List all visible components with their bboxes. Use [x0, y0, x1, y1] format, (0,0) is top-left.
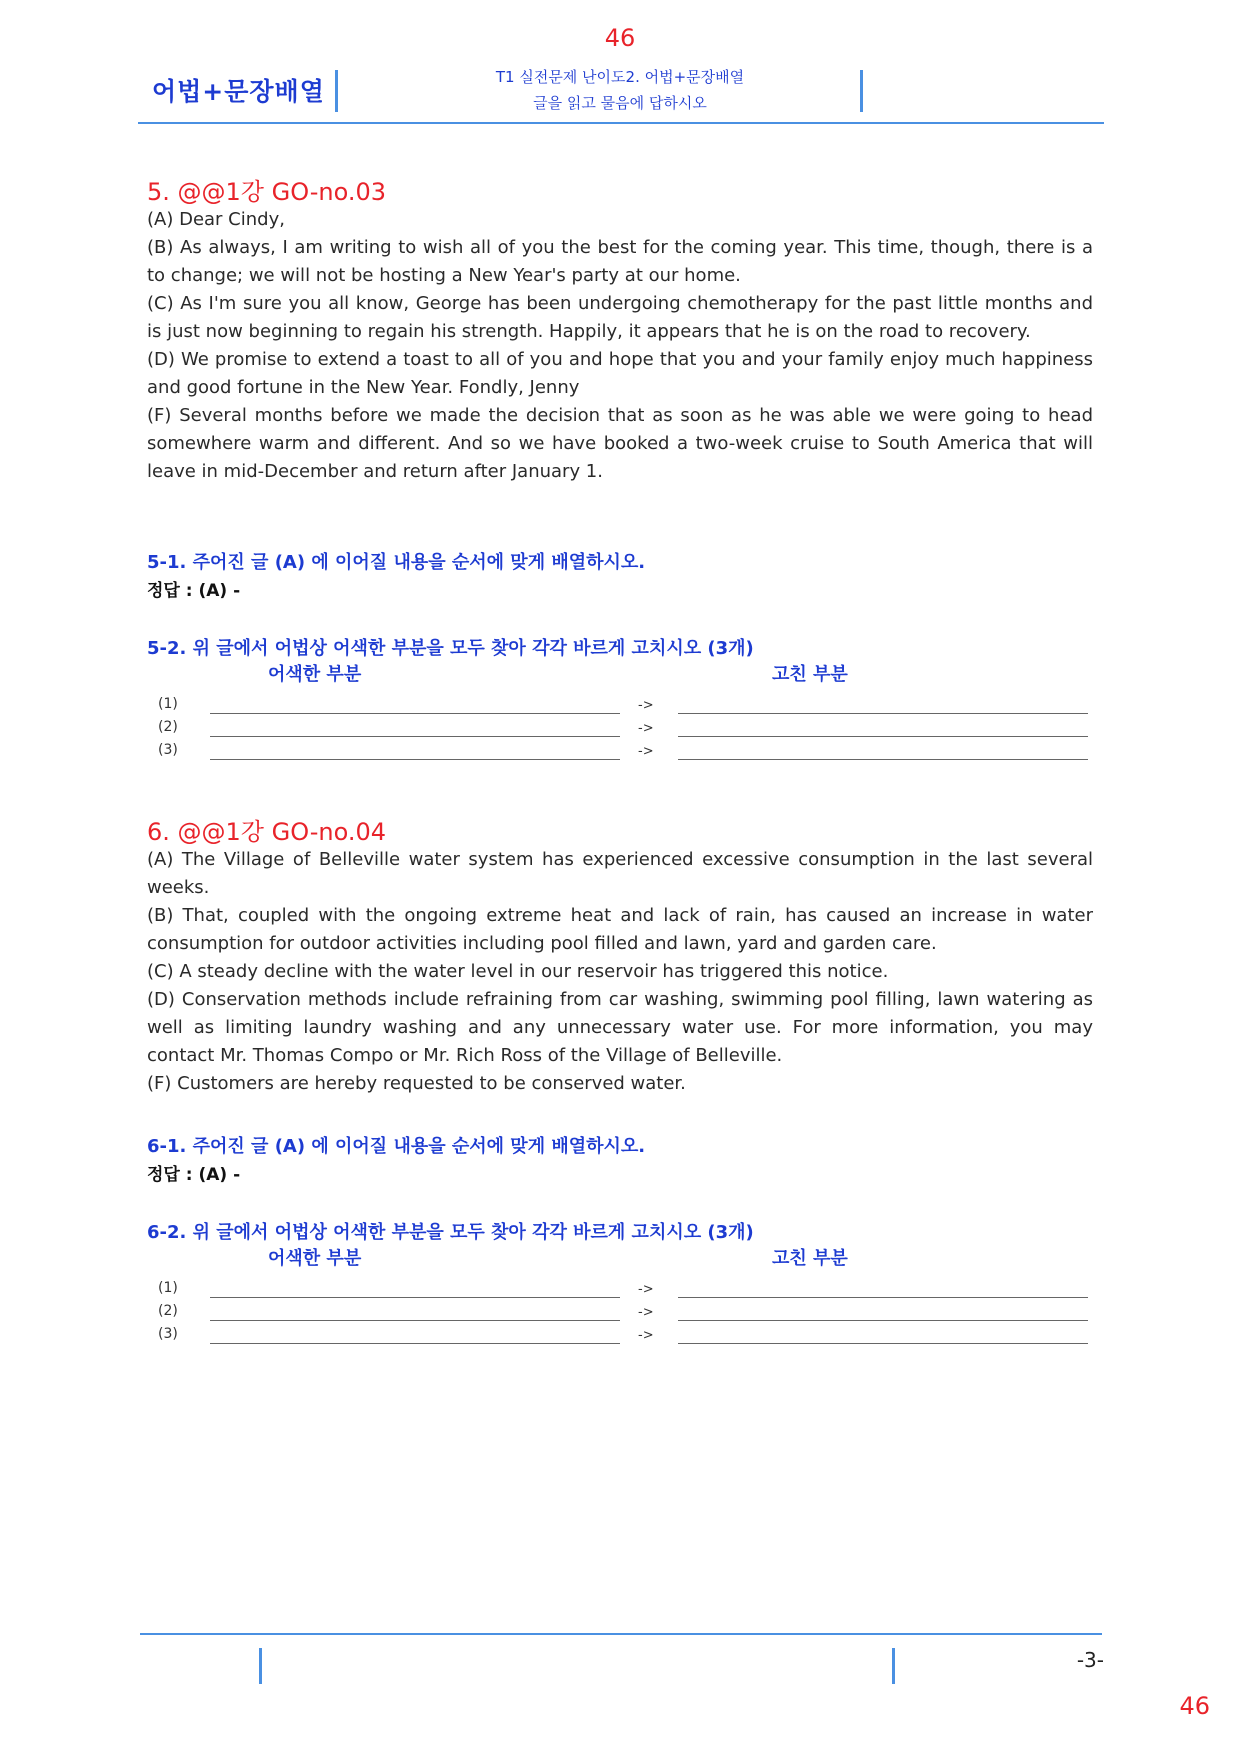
- q6-row-2-fixed-blank[interactable]: [678, 1320, 1088, 1321]
- q6-row-1-wrong-blank[interactable]: [210, 1297, 620, 1298]
- q5-row-3-fixed-blank[interactable]: [678, 759, 1088, 760]
- q6-title: 6. @@1강 GO-no.04: [147, 818, 387, 846]
- top-page-number: 46: [604, 24, 636, 52]
- q5-row-1-fixed-blank[interactable]: [678, 713, 1088, 714]
- q6-row-2-label: (2): [158, 1303, 178, 1319]
- q5-col-wrong: 어색한 부분: [268, 664, 362, 685]
- q6-row-3-label: (3): [158, 1326, 178, 1342]
- q6-row-1-label: (1): [158, 1280, 178, 1296]
- q5-paragraph-a: (A) Dear Cindy,: [147, 209, 285, 230]
- q6-paragraph-f: (F) Customers are hereby requested to be conserved water.: [147, 1073, 686, 1094]
- q5-1-answer: 정답 : (A) -: [147, 581, 241, 601]
- header-title: 어법+문장배열: [152, 77, 325, 106]
- footer-rule: [140, 1633, 1102, 1635]
- q6-row-3-wrong-blank[interactable]: [210, 1343, 620, 1344]
- q5-row-1-arrow: ->: [638, 698, 654, 713]
- header-subtitle-1: T1 실전문제 난이도2. 어법+문장배열: [495, 68, 745, 86]
- q6-1-answer: 정답 : (A) -: [147, 1165, 241, 1185]
- q5-row-3-arrow: ->: [638, 744, 654, 759]
- q6-paragraph-a: (A) The Village of Belleville water system has experienced excessive consumption in the last several weeks.: [147, 849, 1093, 898]
- q6-col-wrong: 어색한 부분: [268, 1248, 362, 1269]
- q5-row-2-arrow: ->: [638, 721, 654, 736]
- q6-row-2-wrong-blank[interactable]: [210, 1320, 620, 1321]
- q6-paragraph-c: (C) A steady decline with the water level in our reservoir has triggered this notice.: [147, 961, 889, 982]
- q5-row-1-label: (1): [158, 696, 178, 712]
- q6-row-3-arrow: ->: [638, 1328, 654, 1343]
- q6-passage: [147, 846, 1093, 1098]
- q5-row-1-wrong-blank[interactable]: [210, 713, 620, 714]
- q5-row-3-label: (3): [158, 742, 178, 758]
- q5-col-fixed: 고친 부분: [772, 664, 848, 685]
- q5-row-2-label: (2): [158, 719, 178, 735]
- q6-1-question: 6-1. 주어진 글 (A) 에 이어질 내용을 순서에 맞게 배열하시오.: [147, 1136, 646, 1157]
- q6-row-3-fixed-blank[interactable]: [678, 1343, 1088, 1344]
- header-rule: [138, 122, 1104, 124]
- q6-row-2-arrow: ->: [638, 1305, 654, 1320]
- q5-title: 5. @@1강 GO-no.03: [147, 178, 387, 206]
- q6-col-fixed: 고친 부분: [772, 1248, 848, 1269]
- q6-row-1-fixed-blank[interactable]: [678, 1297, 1088, 1298]
- q6-paragraph-d: (D) Conservation methods include refraining from car washing, swimming pool filling, lawn watering as well as limiting laundry washing and any unnecessary water use. For more information, you may contact Mr. Thomas Compo or Mr. Rich Ross of the Village of Belleville.: [147, 989, 1093, 1066]
- header-divider-right: [860, 70, 863, 112]
- q5-row-2-fixed-blank[interactable]: [678, 736, 1088, 737]
- q5-paragraph-b: (B) As always, I am writing to wish all of you the best for the coming year. This time, though, there is a to change; we will not be hosting a New Year's party at our home.: [147, 237, 1093, 286]
- q5-2-question: 5-2. 위 글에서 어법상 어색한 부분을 모두 찾아 각각 바르게 고치시오 (3개): [147, 638, 754, 659]
- footer-divider-right: [892, 1648, 895, 1684]
- q5-paragraph-f: (F) Several months before we made the decision that as soon as he was able we were going to head somewhere warm and different. And so we have booked a two-week cruise to South America that will leave in mid-December and return after January 1.: [147, 405, 1093, 482]
- q5-passage: [147, 206, 1093, 486]
- q6-2-question: 6-2. 위 글에서 어법상 어색한 부분을 모두 찾아 각각 바르게 고치시오 (3개): [147, 1222, 754, 1243]
- q5-paragraph-c: (C) As I'm sure you all know, George has been undergoing chemotherapy for the past little months and is just now beginning to regain his strength. Happily, it appears that he is on the road to recovery.: [147, 293, 1093, 342]
- header-subtitle-2: 글을 읽고 물음에 답하시오: [533, 94, 707, 112]
- q5-row-3-wrong-blank[interactable]: [210, 759, 620, 760]
- q5-row-2-wrong-blank[interactable]: [210, 736, 620, 737]
- q6-paragraph-b: (B) That, coupled with the ongoing extreme heat and lack of rain, has caused an increase in water consumption for outdoor activities including pool filled and lawn, yard and garden care.: [147, 905, 1093, 954]
- q5-paragraph-d: (D) We promise to extend a toast to all of you and hope that you and your family enjoy much happiness and good fortune in the New Year. Fondly, Jenny: [147, 349, 1093, 398]
- header-divider-left: [335, 70, 338, 112]
- q5-1-question: 5-1. 주어진 글 (A) 에 이어질 내용을 순서에 맞게 배열하시오.: [147, 552, 646, 573]
- q6-row-1-arrow: ->: [638, 1282, 654, 1297]
- corner-page-number: 46: [1179, 1692, 1210, 1720]
- footer-page-label: -3-: [1076, 1648, 1104, 1672]
- footer-divider-left: [259, 1648, 262, 1684]
